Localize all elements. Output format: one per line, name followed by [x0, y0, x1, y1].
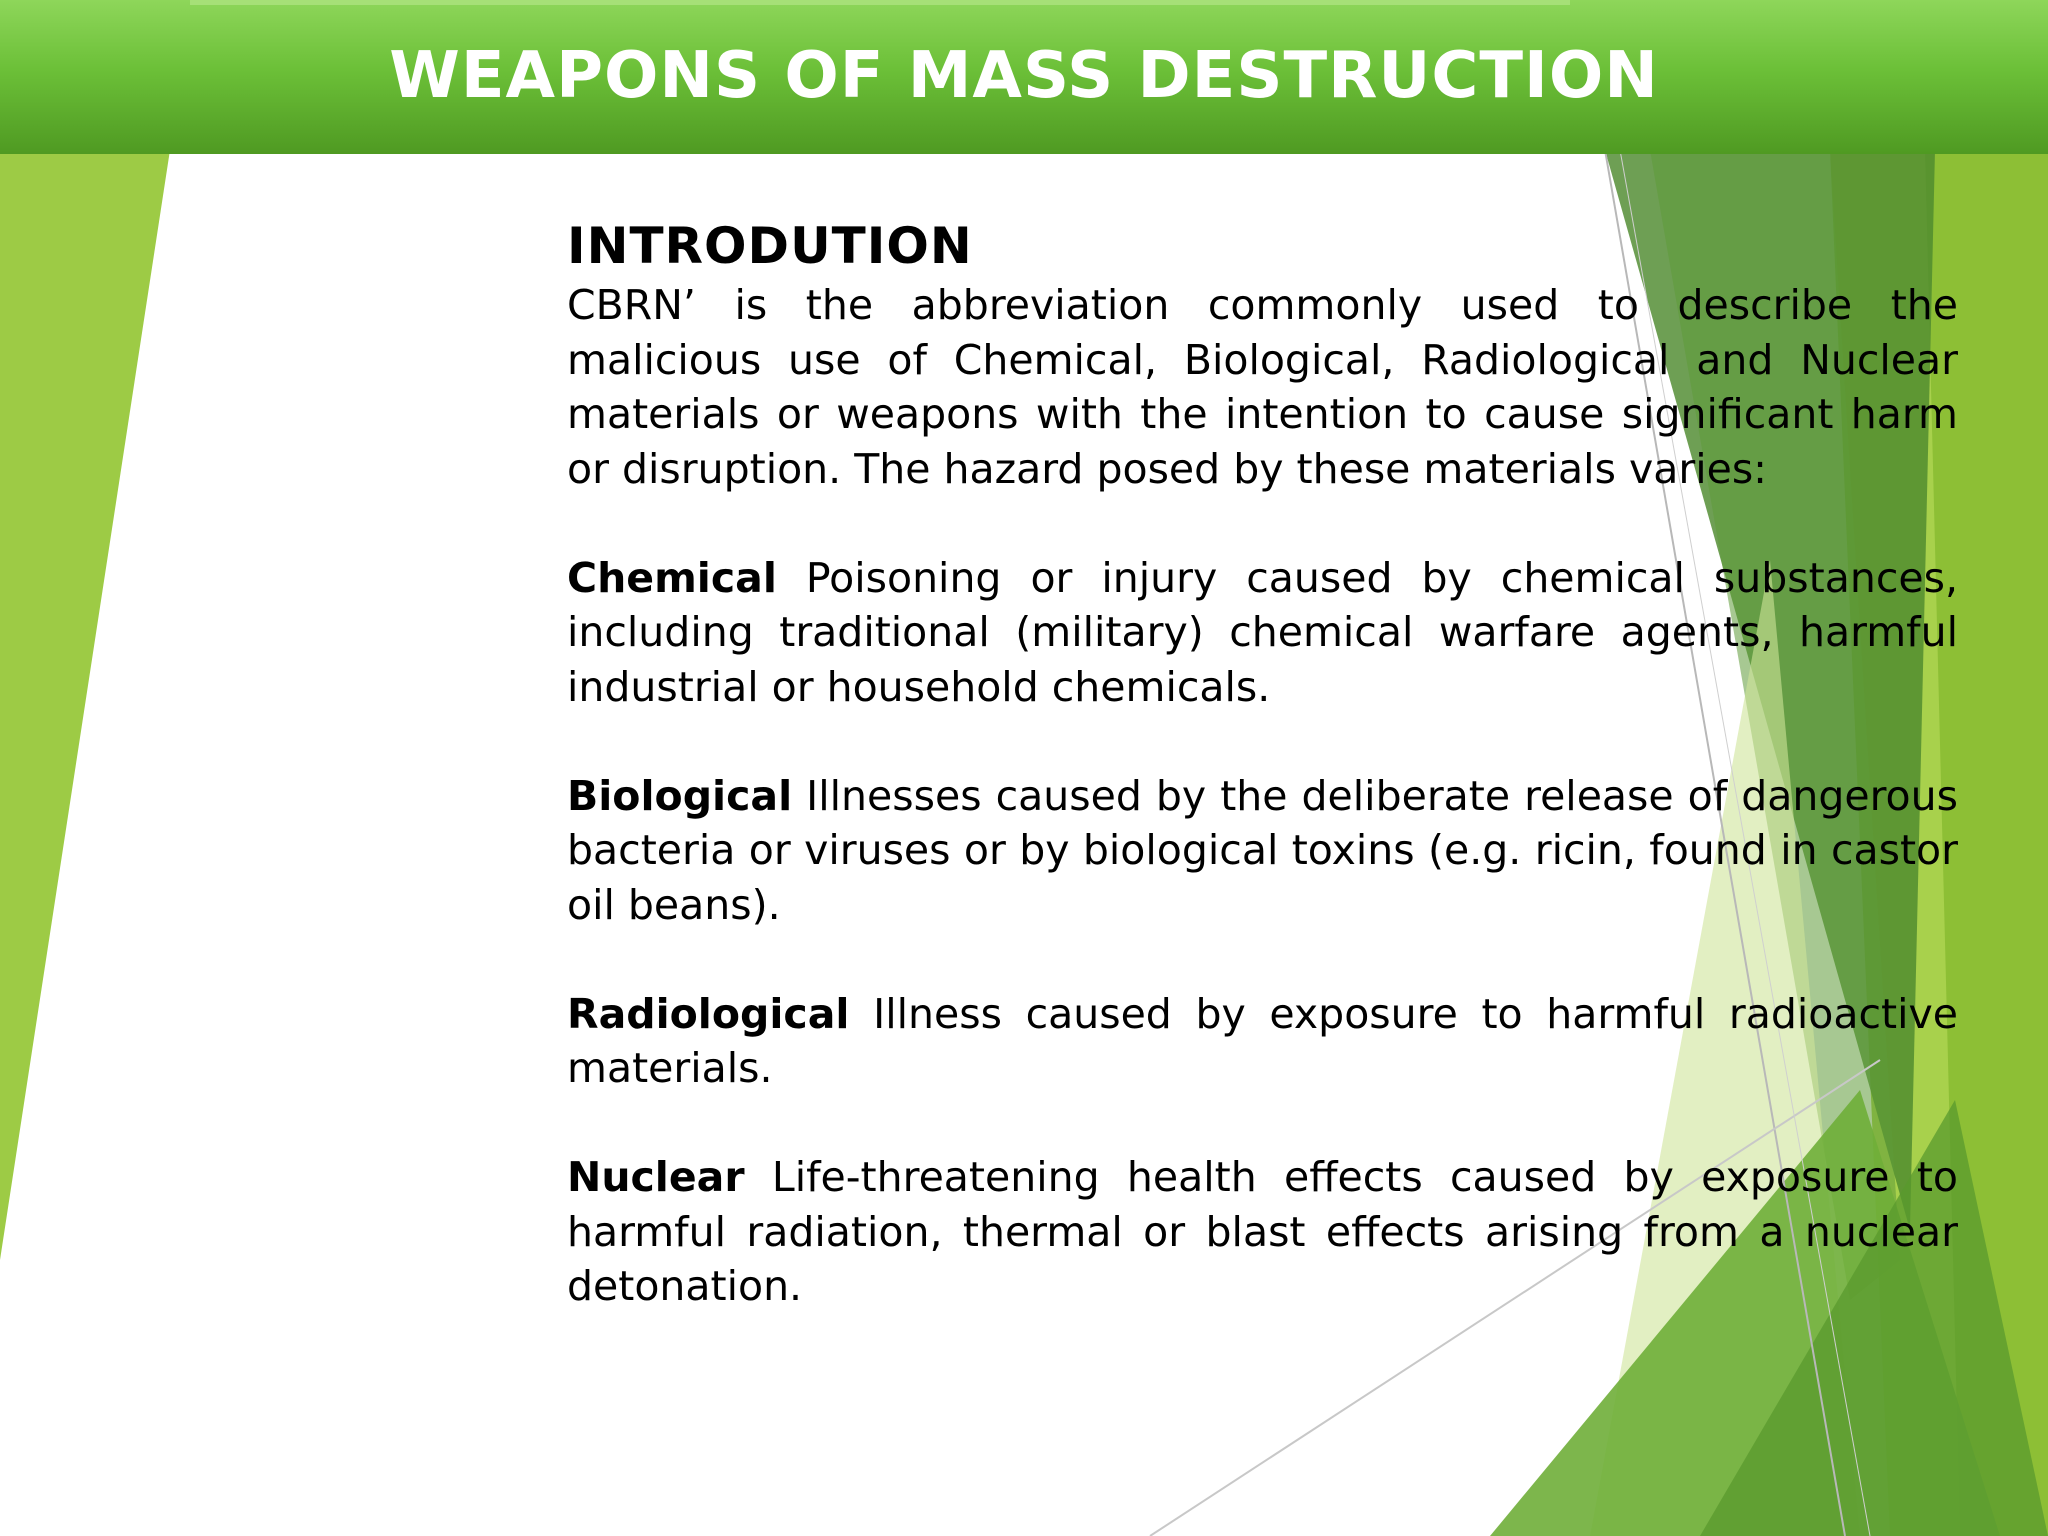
content-body — [567, 214, 1958, 1314]
radiological-paragraph — [567, 987, 1958, 1096]
radiological-term: Radiological — [567, 989, 850, 1038]
nuclear-term: Nuclear — [567, 1153, 745, 1201]
left-green-wedge — [0, 150, 170, 1260]
biological-paragraph — [567, 769, 1958, 933]
intro-heading: INTRODUTION — [567, 217, 973, 275]
nuclear-paragraph — [567, 1150, 1958, 1314]
intro-paragraph: CBRN’ is the abbreviation commonly used to describe the malicious use of Chemical, Biological, Radiological and Nuclear materials or weapons with the intention to cause significant harm or disruption. The hazard posed by these materials varies: — [567, 281, 1958, 493]
nuclear-description: Life-threatening health effects caused by exposure to harmful radiation, thermal or blast effects arising from a nuclear detonation. — [567, 1153, 1958, 1310]
title-bar-highlight — [190, 0, 1570, 5]
chemical-term: Chemical — [567, 553, 777, 602]
biological-term: Biological — [567, 771, 793, 820]
chemical-description: Poisoning or injury caused by chemical substances, including traditional (military) chemical warfare agents, harmful industrial or household chemicals. — [567, 553, 1958, 711]
slide-title: WEAPONS OF MASS DESTRUCTION — [389, 39, 1659, 113]
radiological-description: Illness caused by exposure to harmful radioactive materials. — [567, 989, 1958, 1092]
chemical-paragraph — [567, 551, 1958, 715]
biological-description: Illnesses caused by the deliberate release of dangerous bacteria or viruses or by biological toxins (e.g. ricin, found in castor oil beans). — [567, 771, 1958, 929]
title-bar — [0, 0, 2048, 154]
